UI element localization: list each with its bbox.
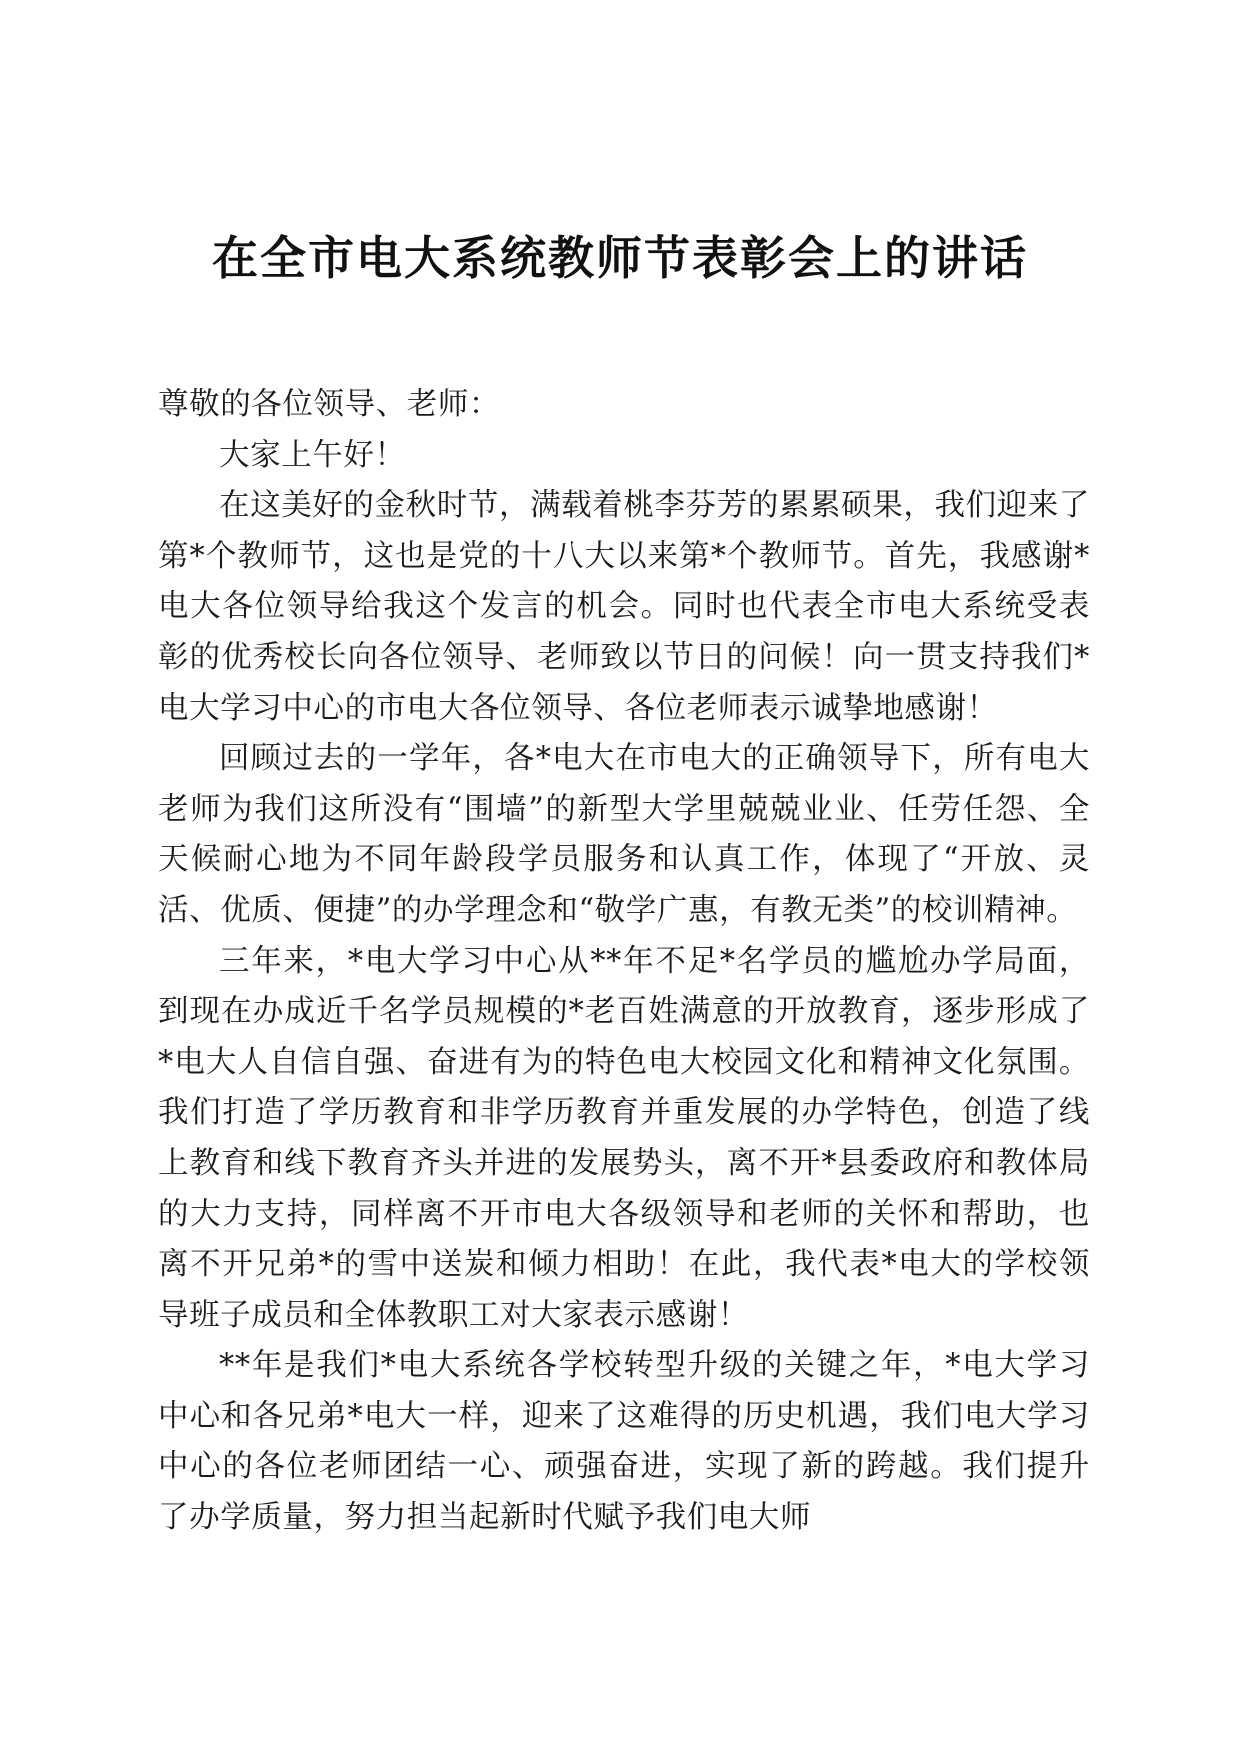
- page-title: 在全市电大系统教师节表彰会上的讲话: [212, 231, 1028, 285]
- paragraph-review: 回顾过去的一学年，各*电大在市电大的正确领导下，所有电大老师为我们这所没有“围墙”的新型大学里兢兢业业、任劳任怨、全天候耐心地为不同年龄段学员服务和认真工作，体现了“开放、灵活、优质、便捷”的办学理念和“敬学广惠，有教无类”的校训精神。: [158, 741, 1090, 928]
- speech-body: [158, 380, 1090, 1544]
- paragraph-transformation: **年是我们*电大系统各学校转型升级的关键之年，*电大学习中心和各兄弟*电大一样，迎来了这难得的历史机遇，我们电大学习中心的各位老师团结一心、顽强奋进，实现了新的跨越。我们提升了办学质量，努力担当起新时代赋予我们电大师: [158, 1348, 1090, 1536]
- paragraph-achievements: 三年来，*电大学习中心从**年不足*名学员的尴尬办学局面，到现在办成近千名学员规模的*老百姓满意的开放教育，逐步形成了*电大人自信自强、奋进有为的特色电大校园文化和精神文化氛围。我们打造了学历教育和非学历教育并重发展的办学特色，创造了线上教育和线下教育齐头并进的发展势头，离不开*县委政府和教体局的大力支持，同样离不开市电大各级领导和老师的关怀和帮助，也离不开兄弟*的雪中送炭和倾力相助！在此，我代表*电大的学校领导班子成员和全体教职工对大家表示感谢！: [158, 943, 1090, 1333]
- salutation: 尊敬的各位领导、老师：: [158, 387, 501, 422]
- paragraph-greeting: 大家上午好！: [219, 437, 406, 473]
- paragraph-opening: 在这美好的金秋时节，满载着桃李芬芳的累累硕果，我们迎来了第*个教师节，这也是党的十八大以来第*个教师节。首先，我感谢*电大各位领导给我这个发言的机会。同时也代表全市电大系统受表彰的优秀校长向各位领导、老师致以节日的问候！向一贯支持我们*电大学习中心的市电大各位领导、各位老师表示诚挚地感谢！: [158, 488, 1090, 726]
